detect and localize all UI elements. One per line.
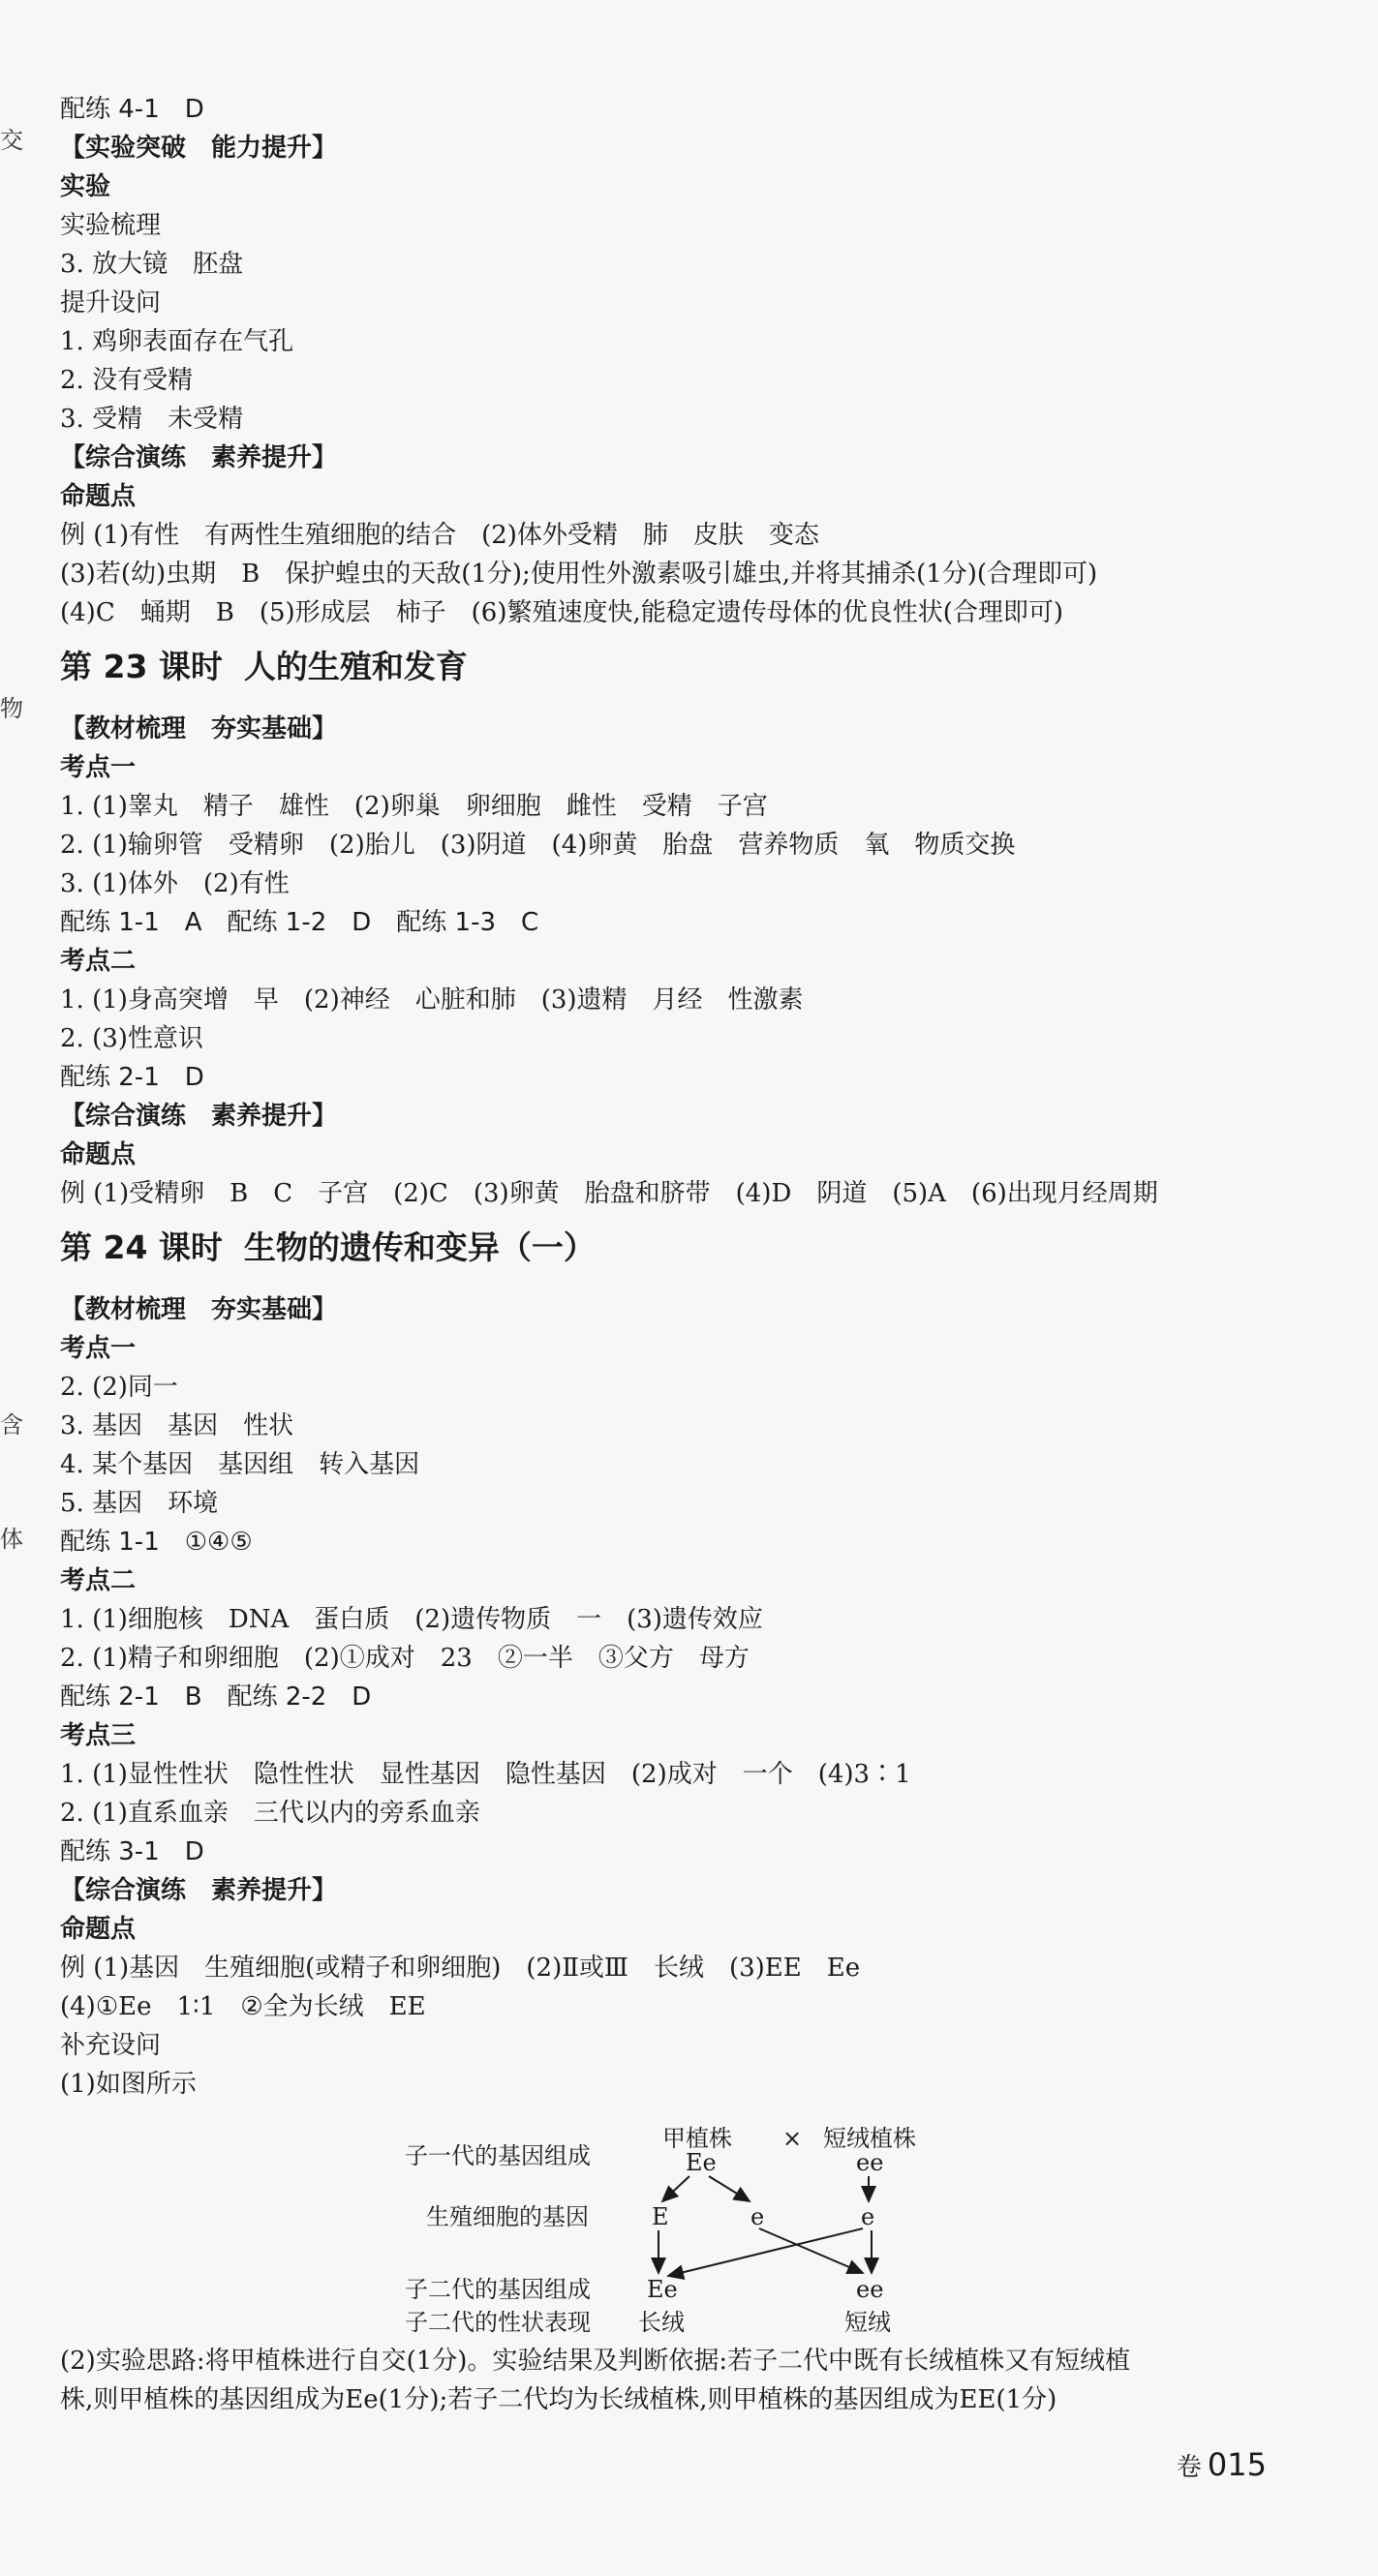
offspring-genotype: ee bbox=[856, 2276, 884, 2303]
answer-line: 1. (1)身高突增 早 (2)神经 心脏和肺 (3)遗精 月经 性激素 bbox=[60, 985, 804, 1015]
answer-line: 2. (1)直系血亲 三代以内的旁系血亲 bbox=[60, 1799, 480, 1828]
lesson-heading bbox=[60, 647, 468, 687]
page-footer bbox=[1177, 2446, 1267, 2483]
answer-line: 命题点 bbox=[60, 482, 137, 511]
answer-line: (2)实验思路:将甲植株进行自交(1分)。实验结果及判断依据:若子二代中既有长绒植株又有短绒植 bbox=[60, 2347, 1131, 2376]
answer-line: 2. (2)同一 bbox=[60, 1373, 178, 1402]
answer-line: 配练 1-1 A 配练 1-2 D 配练 1-3 C bbox=[60, 908, 539, 937]
margin-glyph: 含 bbox=[0, 1411, 23, 1439]
answer-line: 1. (1)显性性状 隐性性状 显性基因 隐性基因 (2)成对 一个 (4)3∶1 bbox=[60, 1760, 911, 1789]
answer-line: 考点二 bbox=[60, 1566, 137, 1595]
answer-line: 考点一 bbox=[60, 753, 137, 782]
lesson-heading bbox=[60, 1227, 596, 1268]
answer-line: 2. 没有受精 bbox=[60, 366, 194, 395]
answer-line: 例 (1)有性 有两性生殖细胞的结合 (2)体外受精 肺 皮肤 变态 bbox=[60, 521, 819, 550]
answer-line: 例 (1)基因 生殖细胞(或精子和卵细胞) (2)Ⅱ或Ⅲ 长绒 (3)EE Ee bbox=[60, 1954, 861, 1983]
arrow bbox=[662, 2176, 689, 2201]
answer-line: 4. 某个基因 基因组 转入基因 bbox=[60, 1450, 420, 1479]
footer-prefix: 卷 bbox=[1176, 2453, 1202, 2482]
row-label: 生殖细胞的基因 bbox=[426, 2203, 589, 2230]
row-label: 子二代的基因组成 bbox=[405, 2276, 591, 2303]
arrow bbox=[709, 2176, 750, 2201]
lesson-title: 生物的遗传和变异（一） bbox=[243, 1228, 596, 1266]
genetic-cross-diagram bbox=[60, 2120, 1028, 2343]
margin-glyph: 交 bbox=[0, 127, 23, 154]
parent-a-label: 甲植株 bbox=[662, 2125, 732, 2152]
lesson-title: 人的生殖和发育 bbox=[243, 648, 468, 685]
answer-line: 【综合演练 素养提升】 bbox=[60, 443, 338, 472]
gamete-e: e bbox=[861, 2203, 875, 2230]
answer-line: 命题点 bbox=[60, 1140, 137, 1169]
genotype-parent-b: ee bbox=[856, 2149, 884, 2176]
answer-line: 2. (3)性意识 bbox=[60, 1024, 203, 1053]
row-label: 子一代的基因组成 bbox=[405, 2142, 591, 2169]
genotype-parent-a: Ee bbox=[686, 2149, 717, 2176]
answer-line: 3. (1)体外 (2)有性 bbox=[60, 869, 290, 898]
gamete-E: E bbox=[652, 2203, 669, 2230]
answer-line: 3. 基因 基因 性状 bbox=[60, 1411, 294, 1440]
lesson-number: 第 24 课时 bbox=[60, 1228, 223, 1266]
offspring-genotype: Ee bbox=[647, 2276, 678, 2303]
answer-line: 1. (1)细胞核 DNA 蛋白质 (2)遗传物质 一 (3)遗传效应 bbox=[60, 1605, 763, 1634]
answer-line: 实验 bbox=[60, 172, 111, 201]
answer-line: 实验梳理 bbox=[60, 211, 162, 240]
answer-line: 株,则甲植株的基因组成为Ee(1分);若子二代均为长绒植株,则甲植株的基因组成为EE(1分) bbox=[60, 2385, 1057, 2414]
gamete-e: e bbox=[750, 2203, 765, 2230]
answer-line: (4)C 蛹期 B (5)形成层 柿子 (6)繁殖速度快,能稳定遗传母体的优良性状(合理即可) bbox=[60, 598, 1064, 627]
answer-line: 5. 基因 环境 bbox=[60, 1489, 219, 1518]
answer-line: 【教材梳理 夯实基础】 bbox=[60, 714, 338, 743]
answer-line: 配练 1-1 ①④⑤ bbox=[60, 1528, 253, 1557]
answer-line: 考点一 bbox=[60, 1334, 137, 1363]
arrow bbox=[668, 2228, 863, 2276]
lesson-number: 第 23 课时 bbox=[60, 648, 223, 685]
answer-line: 考点三 bbox=[60, 1721, 137, 1750]
answer-line: 配练 4-1 D bbox=[60, 95, 204, 124]
answer-line: 2. (1)精子和卵细胞 (2)①成对 23 ②一半 ③父方 母方 bbox=[60, 1644, 750, 1673]
answer-line: 3. 放大镜 胚盘 bbox=[60, 250, 244, 279]
answer-line: 【综合演练 素养提升】 bbox=[60, 1876, 338, 1905]
answer-line: 3. 受精 未受精 bbox=[60, 405, 244, 434]
answer-line: 配练 2-1 D bbox=[60, 1063, 204, 1092]
answer-line: (1)如图所示 bbox=[60, 2070, 197, 2099]
margin-glyph: 物 bbox=[0, 695, 23, 722]
answer-line: (3)若(幼)虫期 B 保护蝗虫的天敌(1分);使用性外激素吸引雄虫,并将其捕杀(1分)(合理即可) bbox=[60, 560, 1098, 589]
cross-symbol: × bbox=[782, 2125, 803, 2152]
answer-line: 【实验突破 能力提升】 bbox=[60, 134, 338, 163]
answer-line: 例 (1)受精卵 B C 子宫 (2)C (3)卵黄 胎盘和脐带 (4)D 阴道 (5)A (6)出现月经周期 bbox=[60, 1179, 1158, 1208]
page-number: 015 bbox=[1207, 2446, 1267, 2483]
answer-line: 1. (1)睾丸 精子 雄性 (2)卵巢 卵细胞 雌性 受精 子宫 bbox=[60, 792, 768, 821]
answer-line: 2. (1)输卵管 受精卵 (2)胎儿 (3)阴道 (4)卵黄 胎盘 营养物质 氧 物质交换 bbox=[60, 831, 1016, 860]
answer-line: 配练 3-1 D bbox=[60, 1837, 204, 1866]
margin-glyph: 体 bbox=[0, 1526, 23, 1553]
parent-b-label: 短绒植株 bbox=[823, 2125, 916, 2152]
offspring-trait: 短绒 bbox=[844, 2309, 891, 2336]
answer-line: (4)①Ee 1∶1 ②全为长绒 EE bbox=[60, 1992, 426, 2021]
answer-line: 【教材梳理 夯实基础】 bbox=[60, 1295, 338, 1324]
offspring-trait: 长绒 bbox=[638, 2309, 685, 2336]
answer-line: 【综合演练 素养提升】 bbox=[60, 1102, 338, 1131]
answer-line: 配练 2-1 B 配练 2-2 D bbox=[60, 1682, 372, 1712]
answer-line: 1. 鸡卵表面存在气孔 bbox=[60, 327, 294, 356]
answer-line: 考点二 bbox=[60, 947, 137, 976]
row-label: 子二代的性状表现 bbox=[405, 2309, 591, 2336]
cross-arrows bbox=[658, 2176, 875, 2276]
answer-line: 命题点 bbox=[60, 1915, 137, 1944]
answer-line: 提升设问 bbox=[60, 288, 162, 318]
answer-line: 补充设问 bbox=[60, 2031, 162, 2060]
